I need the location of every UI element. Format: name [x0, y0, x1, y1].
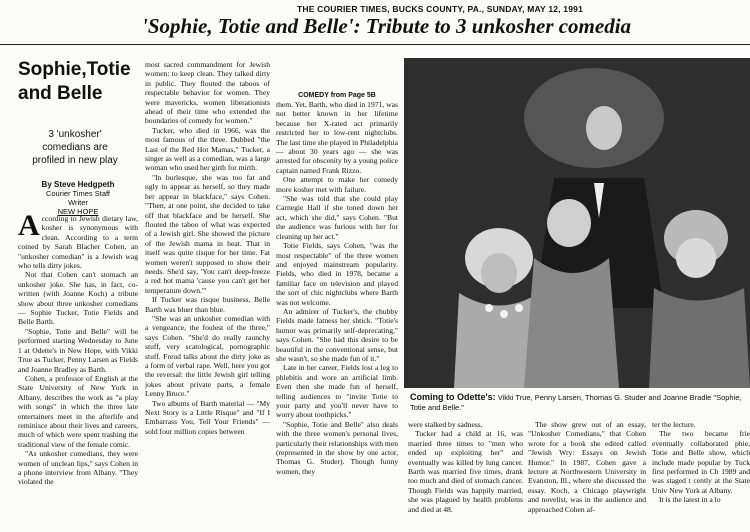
paragraph: It is the latest in a lo: [659, 495, 721, 505]
paragraph: The two became frie eventually collaborated phie, Totie and Belle show, which include made popular by Tuck first performed in Ch 1989 and was staged t cently at the State Univ New York at Albany.: [652, 429, 750, 495]
paragraph: An admirer of Tucker's, the chubby Fields made fatness her shtick. "Totie's humor was primarily self-deprecating," says Cohen. "She had this desire to be beautiful in the conventional sense, but she wasn't, so she made fun of it.": [276, 306, 398, 363]
body-column-1: [18, 214, 138, 532]
paragraph: ter the lecture.: [652, 420, 696, 429]
paragraph: Two albums of Barth material — "My Next Story is a Little Risque" and "If I Embarrass You, Tell Your Friends" — sold four million copies between: [145, 398, 270, 436]
paragraph: "She was told that she could play Carnegie Hall if she toned down her act, which she did," says Cohen. "But the audience was furious with her for cleaning up her act.": [276, 194, 398, 241]
dateline: NEW HOPE: [57, 207, 99, 216]
article-deck: 3 'unkosher' comedians are profiled in new play: [32, 129, 118, 166]
paragraph: "She was an unkosher comedian with a vengeance, the foulest of the three," says Cohen. "She'd do really raunchy stuff, very scatological, pornographic stuff. Freud talks about the dirty joke as a form of verbal rape. Well, here you got the reversal: the little Jewish girl telling jokes about private parts, a female Lenny Bruce.": [145, 313, 270, 399]
paragraph: Late in her career, Fields lost a leg to phlebitis and wore an artificial limb. Even then she made fun of herself, telling audiences to "invite Totie to your party and you'll never have to worry about toothpicks.": [276, 363, 398, 420]
banner-headline: 'Sophie, Totie and Belle': Tribute to 3 unkosher comedia: [142, 14, 632, 38]
paragraph: One attempt to make her comedy more kosher met with failure.: [276, 175, 398, 194]
paragraph: Totie Fields, says Cohen, "was the most respectable" of the three women and enjoyed mainstream popularity. Fields, who died in 1978, became a familiar face on television and played the sort of chic nightclubs where Barth was not welcome.: [276, 241, 398, 307]
newspaper-folio: THE COURIER TIMES, BUCKS COUNTY, PA., SUNDAY, MAY 12, 1991: [296, 4, 584, 14]
paragraph: Tucker had a child at 16, was married three times to "men who ended up exploiting her" and eventually was killed by lung cancer. Barth was married five times, drank too much and died of stomach cancer. Though Fields was happily married, she was plagued by health problems and died at 48.: [408, 429, 523, 514]
paragraph: "As unkosher comedians, they were women of unclean lips," says Cohen in a phone interview from Albany. "They violated the: [18, 449, 138, 487]
paragraph: "Sophie, Totie and Belle" will be performed starting Wednesday to June 1 at Odette's in New Hope, with Vikki True as Tucker, Penny Larsen as Fields and Joanne Bradley as Barth.: [18, 326, 138, 374]
body-column-4: [408, 420, 523, 532]
photo-caption: [410, 392, 750, 414]
caption-text: Vikki True, Penny Larsen, Thomas G. Studer and Joanne Bradle "Sophie, Totie and Belle.": [410, 393, 742, 412]
body-column-3: [276, 100, 398, 532]
jump-label: COMEDY from Page 5B: [298, 92, 376, 99]
paragraph: Not that Cohen can't stomach an unkosher joke. She has, in fact, co-written (with Joanne Koch) a tribute show about three unkosher comedians — Sophie Tucker, Totie Fields and Belle Barth.: [18, 270, 138, 327]
body-column-5: [528, 420, 646, 532]
caption-lead: Coming to Odette's:: [410, 392, 496, 402]
cast-photo: [404, 58, 750, 388]
byline: [38, 180, 118, 216]
paragraph: "In burlesque, she was too fat and ugly to appear as herself, so they made her appear in blackface," says Cohen. "Then, at one point, she decided to take off that blackface and be herself. She flouted the taboo of what was expected of a Jewish girl. She showed the picture of the Jewish mama in heat. That in itself was quite risque for her time. Fat women weren't supposed to show their needs. She'd say, 'You can't deep-freeze a red hot mama 'cause you can't get her temperature down.'": [145, 172, 270, 295]
paragraph: most sacred commandment for Jewish women: to keep clean. They talked dirty in public. They flouted the taboos of respectable behavior for women. They were mavericks, women liberationists ahead of their time who extended the boundaries of comedy for women.": [145, 60, 270, 126]
paragraph: Tucker, who died in 1966, was the most famous of the three. Dubbed "the Last of the Red Hot Mamas," Tucker, a singer as well as a comedian, was a large woman who used her girth for mirth.: [145, 125, 270, 173]
paragraph: The show grew out of an essay, "Unkosher Comedians," that Cohen wrote for a book she edited called "Jewish Wry: Essays on Jewish Humor." In 1987, Cohen gave a lecture at Northwestern University in Evanston, Ill., where she discussed the essay. Koch, a Chicago playwright and novelist, was in the audience and approached Cohen af-: [528, 420, 646, 514]
byline-title: Courier Times Staff Writer: [45, 189, 111, 207]
byline-name: By Steve Hedgpeth: [41, 180, 115, 189]
body-column-2: [145, 60, 270, 532]
paragraph: "Sophie, Totie and Belle" also deals with the three women's personal lives, particularly their relationships with men (represented in the show by one actor, Thomas G. Studer). Though funny women, they: [276, 419, 398, 476]
drop-cap: A: [18, 214, 40, 242]
paragraph: Cohen, a professor of English at the State University of New York in Albany, describes the work as "a play with songs" in which the three late entertainers meet in the afterlife and reminisce about their lives and careers, much of which were spent trashing the traditional view of the female comic.: [18, 373, 138, 449]
article-headline: Sophie,Totie and Belle: [18, 59, 131, 104]
header-rule: [0, 44, 750, 45]
photo-illustration: [404, 58, 750, 388]
paragraph: If Tucker was risque business, Belle Barth was bluer than blue.: [145, 295, 270, 314]
body-column-6: [652, 420, 750, 532]
paragraph: were stalked by sadness.: [408, 420, 483, 429]
paragraph: ccording to Jewish dietary law, kosher is synonymous with clean. According to a term coined by Sarah Blacher Cohen, an "unkosher comedian" is a Jewish wag who tells dirty jokes.: [18, 214, 138, 271]
paragraph: them. Yet, Barth, who died in 1971, was not better known in her lifetime because her X-rated act primarily restricted her to low-rent nightclubs. The last time she played in Philadelphia — about 30 years ago — she was arrested for obscenity by a young police captain named Frank Rizzo.: [276, 100, 398, 175]
